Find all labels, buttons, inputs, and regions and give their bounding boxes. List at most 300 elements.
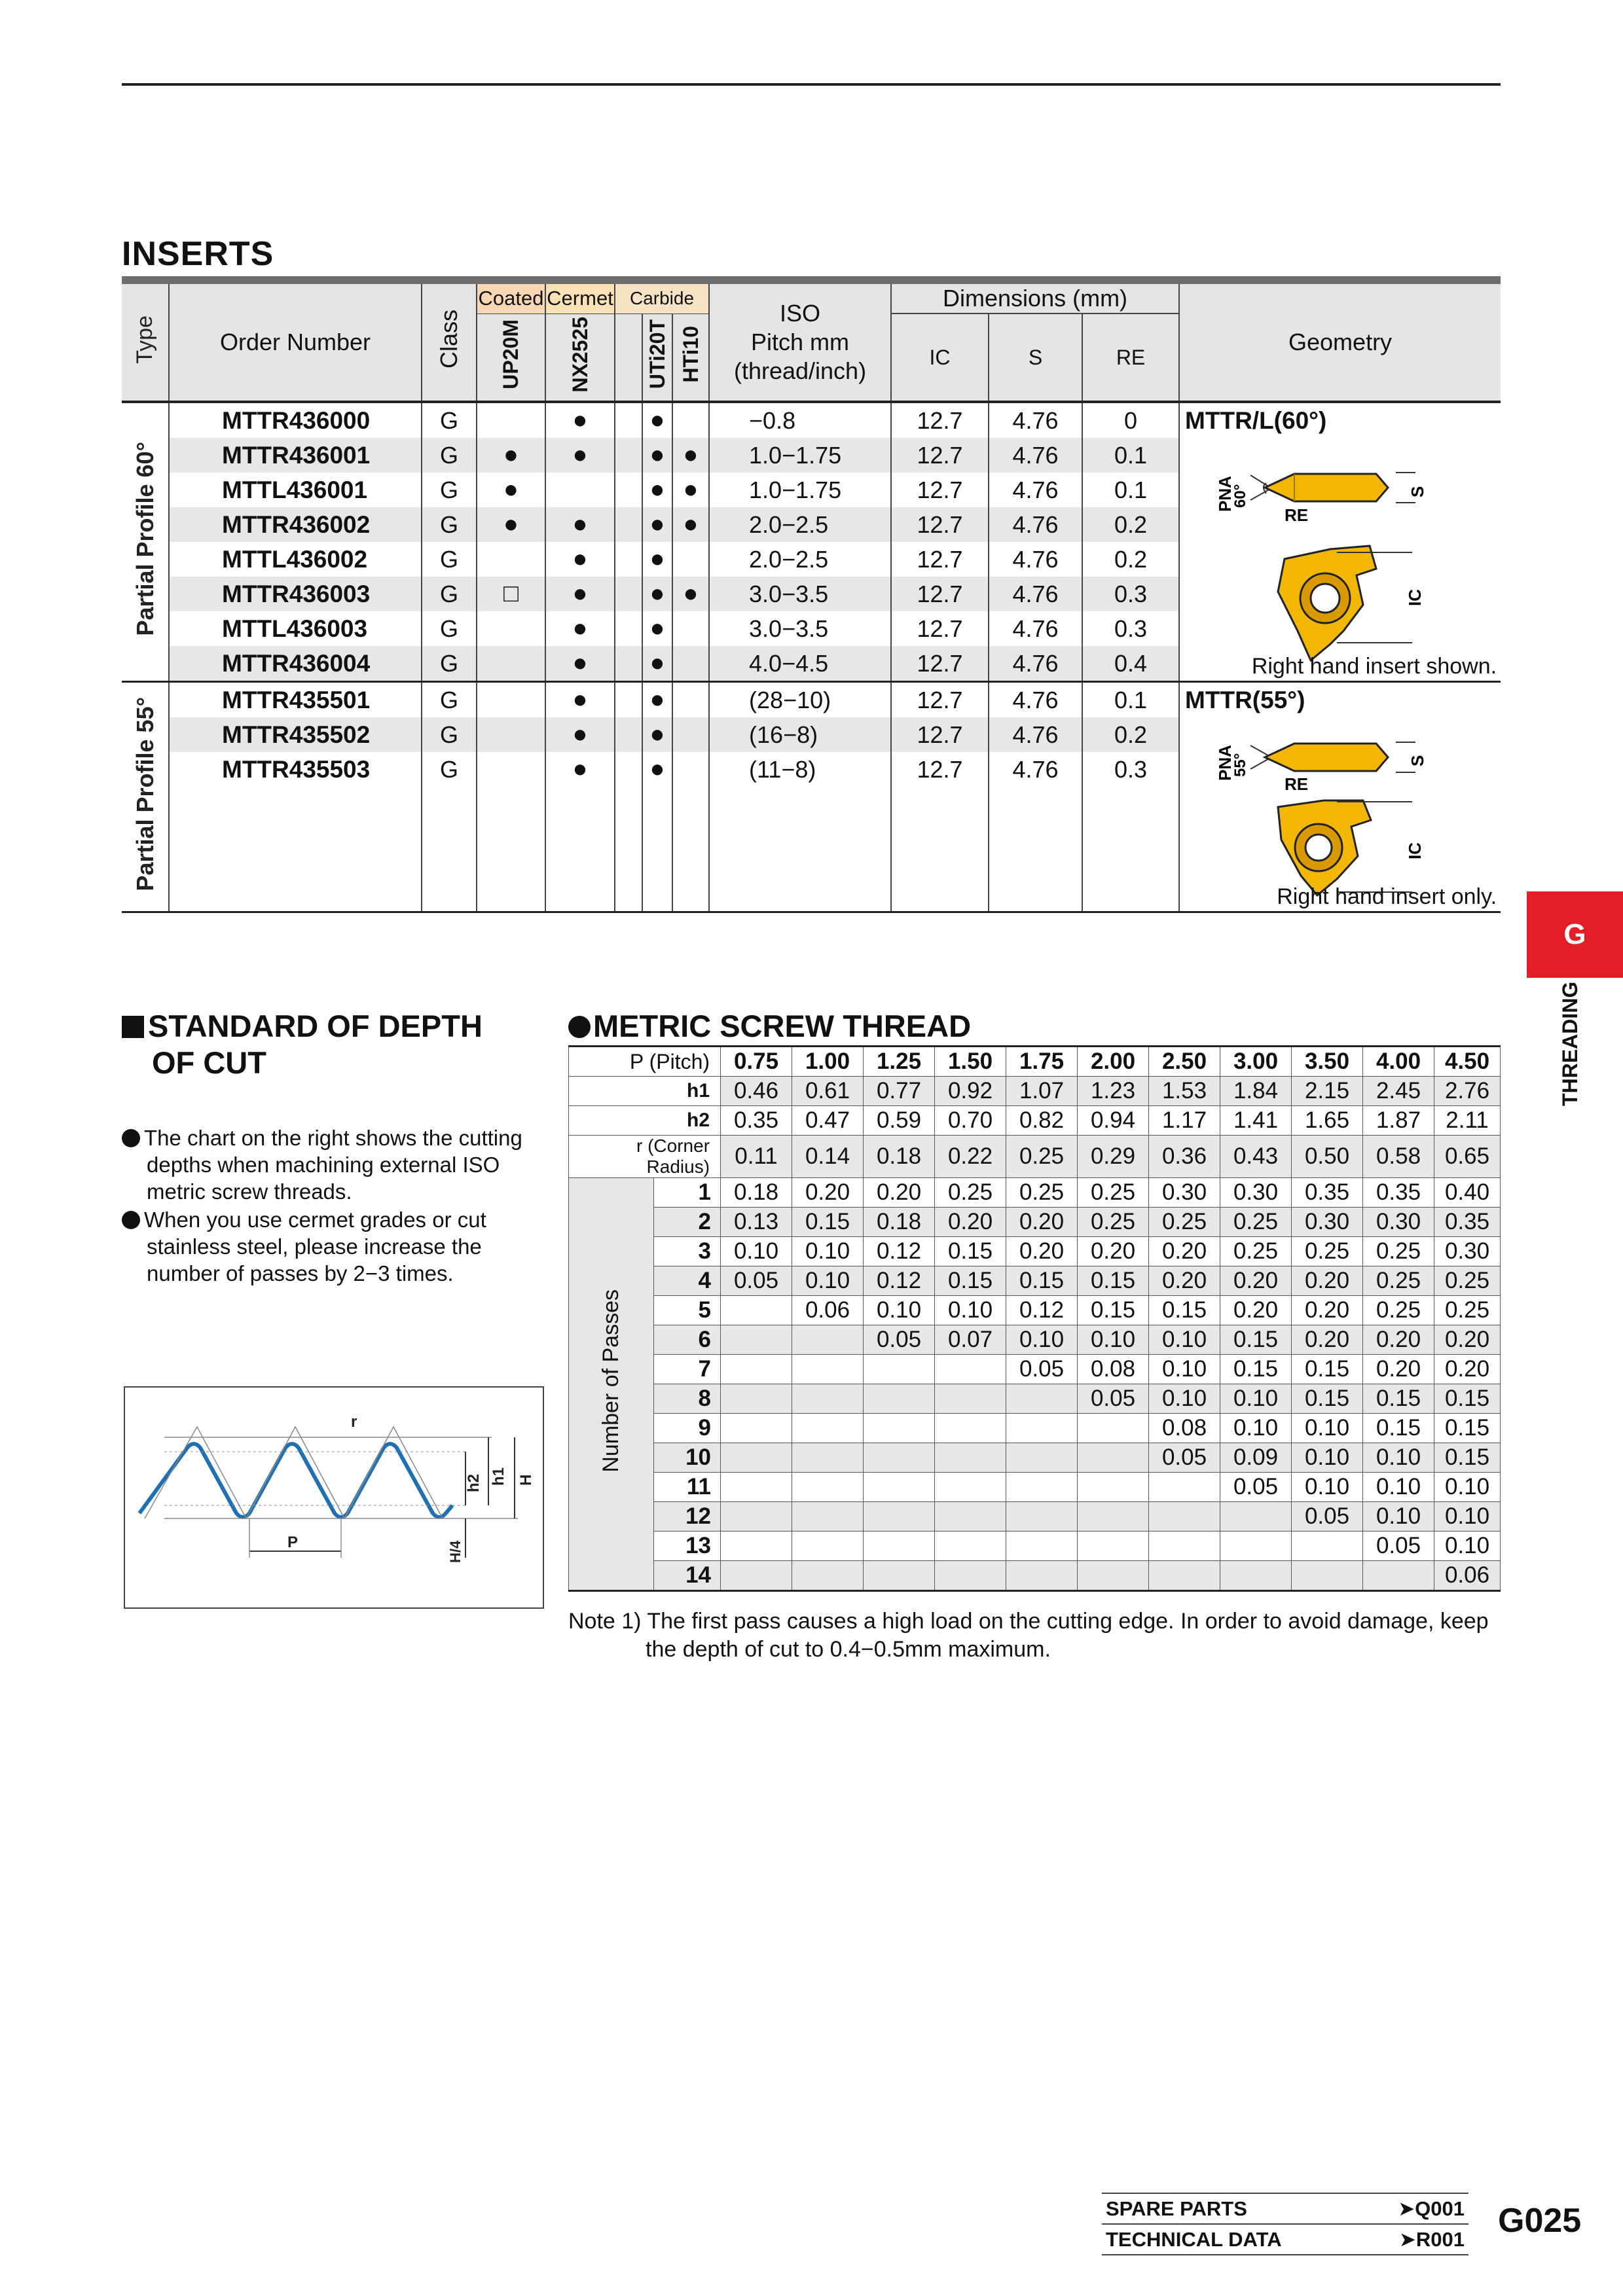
grade-nx2525-cell: ● (545, 577, 615, 611)
metric-cell: 0.09 (1220, 1443, 1292, 1473)
metric-cell (1220, 1532, 1292, 1561)
metric-row-pass (569, 1384, 1501, 1414)
metric-cell: 1.00 (792, 1047, 864, 1077)
empty-cell (615, 787, 642, 912)
pass-number: 7 (654, 1355, 721, 1384)
metric-cell (721, 1325, 792, 1355)
grade-nx2525-cell: ● (545, 682, 615, 718)
metric-cell: 0.75 (721, 1047, 792, 1077)
metric-cell: 0.35 (1363, 1178, 1434, 1208)
metric-cell: 0.10 (1363, 1502, 1434, 1532)
metric-cell (935, 1532, 1006, 1561)
re-label: RE (1285, 505, 1309, 525)
grade-hti10-cell (672, 611, 709, 646)
iso-pitch-cell: 1.0−1.75 (709, 438, 891, 473)
grade-hti10-cell (672, 752, 709, 787)
s-cell: 4.76 (989, 438, 1082, 473)
metric-cell: 0.20 (1292, 1296, 1363, 1325)
metric-cell: 0.30 (1220, 1178, 1292, 1208)
metric-cell: 0.25 (1363, 1266, 1434, 1296)
metric-cell: 0.43 (1220, 1136, 1292, 1178)
metric-cell: 0.61 (792, 1077, 864, 1106)
h-label: H (517, 1474, 535, 1486)
metric-cell: 0.20 (864, 1178, 935, 1208)
metric-row-label: P (Pitch) (569, 1047, 721, 1077)
metric-cell (1292, 1561, 1363, 1591)
metric-cell (864, 1355, 935, 1384)
threading-label: THREADING (1558, 981, 1582, 1106)
metric-cell: 0.94 (1078, 1106, 1149, 1136)
metric-row-label: h1 (569, 1077, 721, 1106)
grade-uti20t-cell: ● (642, 717, 672, 752)
metric-cell: 0.18 (864, 1136, 935, 1178)
metric-cell (1006, 1532, 1078, 1561)
metric-cell (792, 1325, 864, 1355)
grade-hti10-cell: ● (672, 473, 709, 507)
metric-cell: 0.08 (1149, 1414, 1220, 1443)
pass-number: 5 (654, 1296, 721, 1325)
ic-cell: 12.7 (891, 542, 989, 577)
metric-cell (864, 1561, 935, 1591)
metric-cell (864, 1532, 935, 1561)
s-cell: 4.76 (989, 507, 1082, 542)
metric-cell: 1.17 (1149, 1106, 1220, 1136)
metric-cell: 1.41 (1220, 1106, 1292, 1136)
grade-uti20t-cell: ● (642, 507, 672, 542)
metric-cell (721, 1502, 792, 1532)
metric-cell: 0.05 (1078, 1384, 1149, 1414)
metric-cell: 0.82 (1006, 1106, 1078, 1136)
depth-note-2: When you use cermet grades or cut stainless steel, please increase the number of passes by 2−3 times. (122, 1206, 541, 1287)
grade-uti20t-cell: ● (642, 542, 672, 577)
empty-cell (477, 787, 545, 912)
re-cell: 0.2 (1082, 542, 1179, 577)
metric-row-h1 (569, 1077, 1501, 1106)
grade-up20m-cell (477, 611, 545, 646)
grade-up20m: UP20M (477, 314, 545, 402)
s-cell: 4.76 (989, 682, 1082, 718)
metric-cell (1292, 1532, 1363, 1561)
grade-hti10-cell (672, 646, 709, 682)
metric-row-h2 (569, 1106, 1501, 1136)
re-cell: 0.1 (1082, 682, 1179, 718)
thread-profile-diagram (124, 1386, 544, 1609)
metric-cell: 0.25 (1292, 1237, 1363, 1266)
metric-cell: 2.11 (1434, 1106, 1501, 1136)
metric-cell (792, 1384, 864, 1414)
metric-cell: 0.10 (1078, 1325, 1149, 1355)
grade-uti20t-cell: ● (642, 646, 672, 682)
metric-cell: 1.50 (935, 1047, 1006, 1077)
metric-cell: 0.10 (1220, 1414, 1292, 1443)
metric-cell: 0.10 (792, 1266, 864, 1296)
section-tab-g[interactable]: G (1527, 891, 1623, 978)
metric-cell: 0.05 (721, 1266, 792, 1296)
metric-cell: 0.15 (1078, 1296, 1149, 1325)
metric-cell: 0.15 (1434, 1443, 1501, 1473)
depth-notes (122, 1124, 541, 1288)
metric-cell: 0.10 (1220, 1384, 1292, 1414)
coated-header: Coated (477, 284, 545, 314)
grade-spacer-cell (615, 646, 642, 682)
metric-cell (864, 1443, 935, 1473)
grade-nx2525-cell: ● (545, 646, 615, 682)
metric-cell: 2.45 (1363, 1077, 1434, 1106)
metric-cell (935, 1443, 1006, 1473)
metric-cell: 0.25 (1363, 1237, 1434, 1266)
metric-cell: 0.15 (1220, 1355, 1292, 1384)
s-label: S (1408, 486, 1428, 497)
metric-cell (864, 1414, 935, 1443)
metric-cell: 4.00 (1363, 1047, 1434, 1077)
h1-label: h1 (490, 1467, 507, 1486)
mttr-55-insert-drawing (1180, 709, 1501, 905)
pass-number: 12 (654, 1502, 721, 1532)
metric-cell: 2.50 (1149, 1047, 1220, 1077)
metric-cell (1006, 1443, 1078, 1473)
metric-cell: 0.15 (1363, 1414, 1434, 1443)
metric-cell (792, 1561, 864, 1591)
grade-spacer-cell (615, 717, 642, 752)
grade-hti10-cell (672, 682, 709, 718)
grade-uti20t: UTi20T (642, 314, 672, 402)
grade-nx2525: NX2525 (545, 314, 615, 402)
metric-cell: 1.53 (1149, 1077, 1220, 1106)
metric-cell (792, 1473, 864, 1502)
metric-cell: 0.15 (1220, 1325, 1292, 1355)
metric-cell: 0.05 (1292, 1502, 1363, 1532)
metric-cell: 0.25 (1078, 1208, 1149, 1237)
s-header: S (989, 314, 1082, 402)
bullet-icon (122, 1211, 140, 1229)
empty-cell (891, 787, 989, 912)
ic-cell: 12.7 (891, 682, 989, 718)
re-cell: 0.1 (1082, 473, 1179, 507)
metric-cell (935, 1414, 1006, 1443)
metric-cell: 0.12 (864, 1237, 935, 1266)
footer-link-spare-parts[interactable]: SPARE PARTS ➤Q001 (1102, 2193, 1468, 2223)
metric-cell: 0.15 (1292, 1355, 1363, 1384)
grade-hti10-cell (672, 402, 709, 438)
metric-row-pass (569, 1208, 1501, 1237)
metric-cell: 0.20 (1078, 1237, 1149, 1266)
metric-cell (1078, 1414, 1149, 1443)
metric-cell: 2.00 (1078, 1047, 1149, 1077)
metric-cell: 0.22 (935, 1136, 1006, 1178)
ic-cell: 12.7 (891, 646, 989, 682)
metric-cell: 0.10 (1006, 1325, 1078, 1355)
metric-cell: 0.20 (1149, 1266, 1220, 1296)
re-cell: 0.2 (1082, 717, 1179, 752)
p-label: P (287, 1534, 299, 1551)
class-header: Class (422, 284, 477, 402)
grade-uti20t-cell: ● (642, 577, 672, 611)
metric-cell: 1.25 (864, 1047, 935, 1077)
iso-pitch-cell: 3.0−3.5 (709, 577, 891, 611)
ic-label: IC (1405, 589, 1425, 606)
class-cell: G (422, 752, 477, 787)
class-cell: G (422, 507, 477, 542)
metric-cell: 0.10 (1149, 1384, 1220, 1414)
metric-cell: 0.70 (935, 1106, 1006, 1136)
metric-cell: 0.20 (1006, 1208, 1078, 1237)
order-number: MTTR436004 (169, 646, 422, 682)
grade-hti10-cell: ● (672, 438, 709, 473)
metric-cell (721, 1296, 792, 1325)
ic-cell: 12.7 (891, 438, 989, 473)
metric-cell (721, 1384, 792, 1414)
ic-cell: 12.7 (891, 752, 989, 787)
metric-cell: 0.40 (1434, 1178, 1501, 1208)
pass-number: 2 (654, 1208, 721, 1237)
class-cell: G (422, 402, 477, 438)
metric-cell: 1.65 (1292, 1106, 1363, 1136)
re-label: RE (1285, 774, 1309, 794)
metric-row-pass (569, 1178, 1501, 1208)
metric-cell: 0.06 (1434, 1561, 1501, 1591)
ic-header: IC (891, 314, 989, 402)
pass-number: 9 (654, 1414, 721, 1443)
metric-cell: 0.15 (792, 1208, 864, 1237)
s-cell: 4.76 (989, 717, 1082, 752)
pass-number: 4 (654, 1266, 721, 1296)
grade-hti10-cell (672, 717, 709, 752)
pass-number: 14 (654, 1561, 721, 1591)
metric-cell: 0.20 (1149, 1237, 1220, 1266)
metric-cell (1078, 1473, 1149, 1502)
pass-number: 3 (654, 1237, 721, 1266)
grade-spacer-cell (615, 542, 642, 577)
metric-row-pass (569, 1296, 1501, 1325)
s-cell: 4.76 (989, 577, 1082, 611)
square-bullet-icon (122, 1016, 144, 1038)
metric-cell (864, 1473, 935, 1502)
order-number: MTTR435503 (169, 752, 422, 787)
metric-cell: 0.10 (1434, 1532, 1501, 1561)
metric-cell: 0.20 (935, 1208, 1006, 1237)
grade-up20m-cell (477, 646, 545, 682)
metric-cell: 0.29 (1078, 1136, 1149, 1178)
metric-row-pass (569, 1325, 1501, 1355)
ic-cell: 12.7 (891, 473, 989, 507)
top-rule (122, 83, 1501, 86)
circle-bullet-icon (568, 1016, 591, 1038)
metric-cell: 0.10 (1149, 1355, 1220, 1384)
geometry-note: Right hand insert only. (1277, 884, 1497, 909)
s-cell: 4.76 (989, 542, 1082, 577)
thread-profile-line (139, 1444, 452, 1517)
metric-cell: 0.20 (1292, 1325, 1363, 1355)
grade-up20m-cell (477, 402, 545, 438)
s-cell: 4.76 (989, 611, 1082, 646)
angle-60-label: 60° (1231, 484, 1250, 508)
metric-cell: 0.05 (1006, 1355, 1078, 1384)
ic-cell: 12.7 (891, 402, 989, 438)
page-number: G025 (1498, 2202, 1582, 2240)
metric-cell: 0.15 (1292, 1384, 1363, 1414)
metric-cell: 0.11 (721, 1136, 792, 1178)
iso-pitch-cell: −0.8 (709, 402, 891, 438)
geometry-title: MTTR(55°) (1185, 687, 1305, 713)
pass-number: 1 (654, 1178, 721, 1208)
grade-spacer-cell (615, 507, 642, 542)
grade-spacer-cell (615, 682, 642, 718)
iso-pitch-cell: 4.0−4.5 (709, 646, 891, 682)
class-cell: G (422, 438, 477, 473)
metric-cell (721, 1532, 792, 1561)
metric-cell (721, 1561, 792, 1591)
metric-cell: 0.10 (1149, 1325, 1220, 1355)
metric-cell: 0.05 (864, 1325, 935, 1355)
metric-cell (935, 1384, 1006, 1414)
grade-nx2525-cell (545, 473, 615, 507)
s-label: S (1408, 755, 1428, 766)
metric-cell (935, 1561, 1006, 1591)
footer-links (1102, 2193, 1468, 2255)
grade-up20m-cell (477, 682, 545, 718)
s-cell: 4.76 (989, 473, 1082, 507)
geometry-cell (1179, 402, 1501, 682)
class-cell: G (422, 682, 477, 718)
metric-cell (1078, 1561, 1149, 1591)
metric-cell: 0.46 (721, 1077, 792, 1106)
metric-cell (1363, 1561, 1434, 1591)
metric-cell (1078, 1502, 1149, 1532)
re-header: RE (1082, 314, 1179, 402)
metric-cell: 0.47 (792, 1106, 864, 1136)
metric-cell: 0.15 (1363, 1384, 1434, 1414)
ic-cell: 12.7 (891, 577, 989, 611)
metric-cell: 3.50 (1292, 1047, 1363, 1077)
grade-hti10-cell (672, 542, 709, 577)
re-cell: 0.4 (1082, 646, 1179, 682)
re-cell: 0.3 (1082, 752, 1179, 787)
insert-type-label: Partial Profile 55° (122, 682, 169, 912)
metric-cell: 0.20 (1363, 1355, 1434, 1384)
re-cell: 0.3 (1082, 611, 1179, 646)
pass-number: 11 (654, 1473, 721, 1502)
metric-cell (1149, 1532, 1220, 1561)
grade-up20m-cell: ● (477, 438, 545, 473)
metric-cell: 0.10 (792, 1237, 864, 1266)
metric-cell: 0.10 (1292, 1414, 1363, 1443)
metric-cell: 0.20 (1434, 1325, 1501, 1355)
h2-label: h2 (465, 1473, 483, 1492)
metric-cell: 1.07 (1006, 1077, 1078, 1106)
grade-nx2525-cell: ● (545, 507, 615, 542)
metric-cell: 2.76 (1434, 1077, 1501, 1106)
pass-number: 10 (654, 1443, 721, 1473)
metric-row-pass (569, 1502, 1501, 1532)
inserts-table (122, 284, 1501, 913)
empty-cell (545, 787, 615, 912)
iso-pitch-cell: (11−8) (709, 752, 891, 787)
insert-type-label: Partial Profile 60° (122, 402, 169, 682)
metric-cell: 0.10 (1434, 1502, 1501, 1532)
metric-cell: 0.06 (792, 1296, 864, 1325)
metric-row-pitch (569, 1047, 1501, 1077)
grade-spacer-cell (615, 473, 642, 507)
metric-cell: 0.12 (864, 1266, 935, 1296)
metric-cell: 0.20 (792, 1178, 864, 1208)
ic-label: IC (1405, 842, 1425, 859)
grade-up20m-cell (477, 542, 545, 577)
metric-cell: 0.15 (1434, 1414, 1501, 1443)
footer-link-technical-data[interactable]: TECHNICAL DATA ➤R001 (1102, 2223, 1468, 2255)
metric-cell (935, 1473, 1006, 1502)
iso-pitch-cell: 2.0−2.5 (709, 542, 891, 577)
metric-cell: 0.20 (1292, 1266, 1363, 1296)
metric-cell (935, 1355, 1006, 1384)
metric-cell (792, 1502, 864, 1532)
bullet-icon (122, 1129, 140, 1147)
grade-up20m-cell: □ (477, 577, 545, 611)
metric-cell (721, 1443, 792, 1473)
geometry-header: Geometry (1179, 284, 1501, 402)
grade-spacer-cell (615, 752, 642, 787)
metric-cell (1220, 1502, 1292, 1532)
metric-cell: 0.25 (1434, 1296, 1501, 1325)
metric-cell (792, 1414, 864, 1443)
metric-cell: 0.05 (1220, 1473, 1292, 1502)
pass-number: 8 (654, 1384, 721, 1414)
metric-cell: 0.58 (1363, 1136, 1434, 1178)
re-cell: 0.2 (1082, 507, 1179, 542)
grade-nx2525-cell: ● (545, 717, 615, 752)
grade-uti20t-cell: ● (642, 682, 672, 718)
metric-row-pass (569, 1561, 1501, 1591)
metric-cell: 0.20 (1220, 1296, 1292, 1325)
grade-up20m-cell: ● (477, 507, 545, 542)
depth-note-1: The chart on the right shows the cutting depths when machining external ISO metric screw threads. (122, 1124, 541, 1205)
cermet-header: Cermet (545, 284, 615, 314)
metric-cell: 0.10 (1434, 1473, 1501, 1502)
class-cell: G (422, 646, 477, 682)
class-cell: G (422, 473, 477, 507)
r-label: r (351, 1413, 357, 1431)
grade-hti10-cell: ● (672, 507, 709, 542)
empty-cell (709, 787, 891, 912)
re-cell: 0.1 (1082, 438, 1179, 473)
metric-cell: 0.35 (721, 1106, 792, 1136)
geometry-cell (1179, 682, 1501, 912)
metric-cell (1078, 1532, 1149, 1561)
order-number: MTTL436001 (169, 473, 422, 507)
metric-cell (721, 1414, 792, 1443)
metric-cell: 0.12 (1006, 1296, 1078, 1325)
metric-cell (864, 1502, 935, 1532)
metric-cell: 0.15 (1006, 1266, 1078, 1296)
class-cell: G (422, 577, 477, 611)
type-header: Type (122, 284, 169, 402)
metric-cell (1078, 1443, 1149, 1473)
empty-cell (989, 787, 1082, 912)
metric-cell: 0.10 (864, 1296, 935, 1325)
metric-cell (1006, 1473, 1078, 1502)
ic-cell: 12.7 (891, 717, 989, 752)
metric-thread-title: METRIC SCREW THREAD (568, 1008, 971, 1044)
re-cell: 0.3 (1082, 577, 1179, 611)
metric-cell: 0.25 (1220, 1237, 1292, 1266)
angle-55-label: 55° (1231, 753, 1250, 777)
order-number-header: Order Number (169, 284, 422, 402)
metric-cell (1220, 1561, 1292, 1591)
metric-cell: 0.65 (1434, 1136, 1501, 1178)
iso-pitch-cell: 1.0−1.75 (709, 473, 891, 507)
ic-cell: 12.7 (891, 611, 989, 646)
metric-note: Note 1) The first pass causes a high load on the cutting edge. In order to avoid damage, keep the depth of cut to 0.4−0.5mm maximum. (568, 1609, 1489, 1662)
metric-cell (1149, 1561, 1220, 1591)
